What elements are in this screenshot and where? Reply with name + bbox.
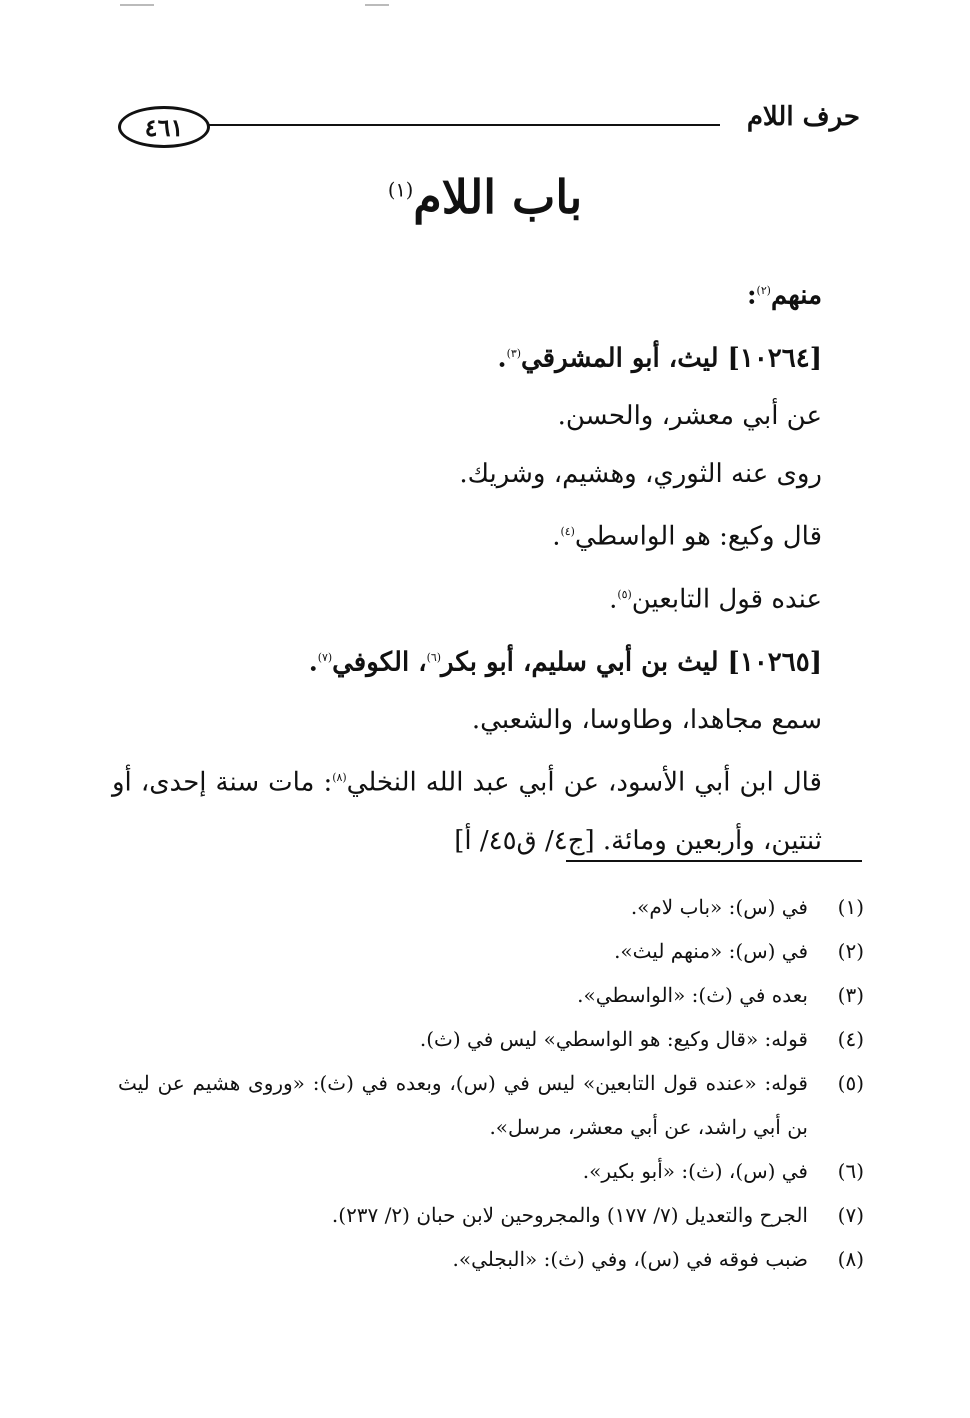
footnote-number: (٨) (837, 1247, 864, 1271)
page-header (108, 100, 860, 152)
footnote-ref: (٥) (617, 587, 632, 601)
entry-line: سمع مجاهدا، وطاوسا، والشعبي. (471, 705, 822, 736)
footnote-separator (566, 860, 862, 862)
footnote-text: قوله: «عنده قول التابعين» ليس في (س)، وبعده في (ث): «وروى هشيم عن ليث بن أبي راشد، عن أبي معشر، مرسل». (118, 1071, 808, 1139)
footnote-item (118, 973, 864, 1017)
entry-heading: [١٠٢٦٥] ليث بن أبي سليم، أبو بكر$^{(٦)}$، الكوفي$^{(٧)}$. (308, 647, 822, 678)
page-number-badge (118, 106, 210, 148)
footnote-text: في (س)، (ث): «أبو بكير». (582, 1159, 808, 1183)
top-edge-mark (120, 4, 154, 6)
chapter-title-text: باب اللام (413, 170, 583, 224)
footnote-ref: (٤) (560, 525, 575, 539)
footnote-item (118, 929, 864, 973)
footnote-ref: (٦) (426, 650, 442, 664)
footnote-number: (٧) (837, 1203, 864, 1227)
entry-line: عن أبي معشر، والحسن. (557, 401, 822, 432)
footnote-ref: (٨) (332, 771, 347, 785)
footnote-number: (٣) (837, 983, 864, 1007)
footnote-text: ضبب فوقه في (س)، وفي (ث): «البجلي». (452, 1247, 808, 1271)
entry-line: قال وكيع: هو الواسطي$^{(٤)}$. (552, 521, 822, 552)
footnote-item (118, 885, 864, 929)
footnote-text: في (س): «منهم ليث». (614, 939, 808, 963)
footnote-text: الجرح والتعديل (٧/ ١٧٧) والمجروحين لابن حبان (٢/ ٢٣٧). (331, 1203, 808, 1227)
entry-line: عنده قول التابعين$^{(٥)}$. (609, 584, 822, 615)
footnote-number: (٤) (837, 1027, 864, 1051)
main-text (112, 262, 822, 870)
page-number: ٤٦١ (144, 112, 184, 142)
footnote-text: بعده في (ث): «الواسطي». (577, 983, 808, 1007)
entry-line: قال ابن أبي الأسود، عن أبي عبد الله النخلي$^{(٨)}$: مات سنة إحدى، أو ثنتين، وأربعين ومائة. [ج٤/ ق٤٥/ أ] (112, 767, 822, 856)
chapter-title (0, 170, 970, 224)
running-title: حرف اللام (746, 102, 860, 132)
footnote-ref: (١) (387, 178, 414, 202)
footnote-ref: (٣) (506, 346, 521, 360)
footnote-number: (٦) (837, 1159, 864, 1183)
footnote-item (118, 1237, 864, 1281)
footnote-text: قوله: «قال وكيع: هو الواسطي» ليس في (ث). (419, 1027, 808, 1051)
footnote-number: (١) (837, 895, 864, 919)
footnote-number: (٢) (837, 939, 864, 963)
entry-line: روى عنه الثوري، وهشيم، وشريك. (459, 459, 822, 490)
top-edge-mark (365, 4, 389, 6)
footnote-text: في (س): «باب لام». (630, 895, 808, 919)
footnote-item (118, 1149, 864, 1193)
footnote-ref: (٢) (756, 284, 771, 297)
header-rule (208, 124, 720, 126)
intro-line: منهم$^{(٢)}$: (746, 280, 822, 311)
footnotes-list (118, 885, 864, 1281)
footnote-item (118, 1017, 864, 1061)
footnote-ref: (٧) (317, 650, 333, 664)
entry-heading: [١٠٢٦٤] ليث، أبو المشرقي$^{(٣)}$. (497, 343, 822, 374)
footnote-item (118, 1193, 864, 1237)
footnote-number: (٥) (837, 1071, 864, 1095)
footnote-item (118, 1061, 864, 1149)
